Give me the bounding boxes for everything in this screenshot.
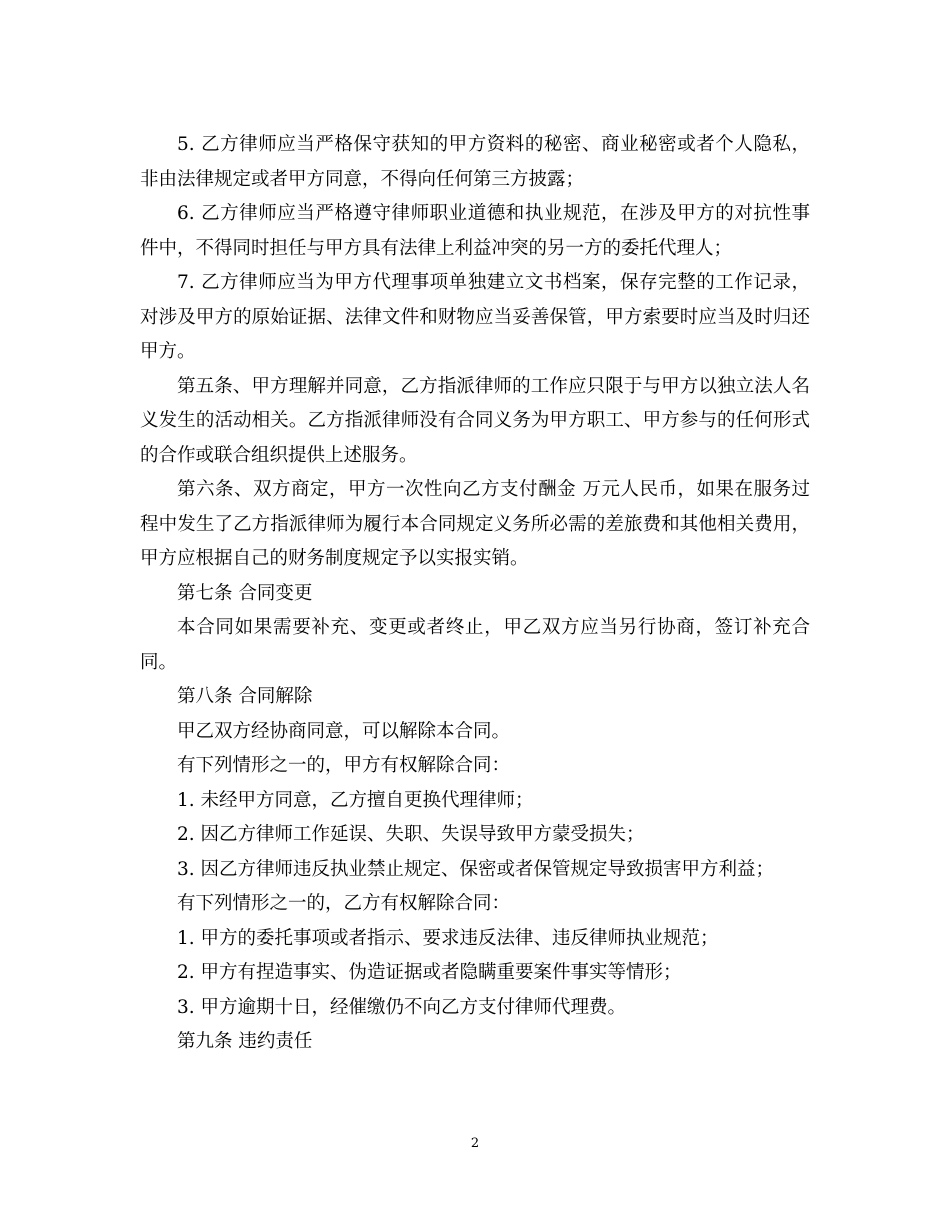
page-number: 2: [470, 1136, 480, 1151]
paragraph-clause-6: 6. 乙方律师应当严格遵守律师职业道德和执业规范，在涉及甲方的对抗性事件中，不得同时担任与甲方具有法律上利益冲突的另一方的委托代理人；: [140, 203, 810, 259]
heading-article-9: 第九条 违约责任: [177, 1031, 313, 1052]
paragraph-contract-change: 本合同如果需要补充、变更或者终止，甲乙双方应当另行协商，签订补充合同。: [140, 617, 810, 673]
paragraph-article-6: 第六条、双方商定，甲方一次性向乙方支付酬金 万元人民币，如果在服务过程中发生了乙方指派律师为履行本合同规定义务所必需的差旅费和其他相关费用，甲方应根据自己的财务制度规定予以实报实销。: [140, 479, 810, 569]
paragraph-mutual-termination: 甲乙双方经协商同意，可以解除本合同。: [177, 720, 511, 742]
list-item-party-b-3: 3. 甲方逾期十日，经催缴仍不向乙方支付律师代理费。: [177, 996, 627, 1018]
paragraph-party-a-termination-intro: 有下列情形之一的，甲方有权解除合同：: [177, 755, 511, 776]
heading-article-7: 第七条 合同变更: [177, 582, 313, 604]
list-item-party-b-2: 2. 甲方有捏造事实、伪造证据或者隐瞒重要案件事实等情形；: [177, 962, 682, 983]
paragraph-party-b-termination-intro: 有下列情形之一的，乙方有权解除合同：: [177, 893, 511, 914]
list-item-party-b-1: 1. 甲方的委托事项或者指示、要求违反法律、违反律师执业规范；: [177, 927, 719, 949]
list-item-party-a-3: 3. 因乙方律师违反执业禁止规定、保密或者保管规定导致损害甲方利益；: [177, 858, 775, 880]
document-body: [140, 128, 810, 1060]
paragraph-clause-5: 5. 乙方律师应当严格保守获知的甲方资料的秘密、商业秘密或者个人隐私，非由法律规定或者甲方同意，不得向任何第三方披露；: [140, 134, 810, 190]
paragraph-clause-7: 7. 乙方律师应当为甲方代理事项单独建立文书档案，保存完整的工作记录，对涉及甲方的原始证据、法律文件和财物应当妥善保管，甲方索要时应当及时归还甲方。: [140, 272, 810, 362]
heading-article-8: 第八条 合同解除: [177, 686, 313, 707]
paragraph-article-5: 第五条、甲方理解并同意，乙方指派律师的工作应只限于与甲方以独立法人名义发生的活动相关。乙方指派律师没有合同义务为甲方职工、甲方参与的任何形式的合作或联合组织提供上述服务。: [140, 375, 810, 466]
list-item-party-a-1: 1. 未经甲方同意，乙方擅自更换代理律师；: [177, 789, 534, 811]
list-item-party-a-2: 2. 因乙方律师工作延误、失职、失误导致甲方蒙受损失；: [177, 824, 645, 845]
